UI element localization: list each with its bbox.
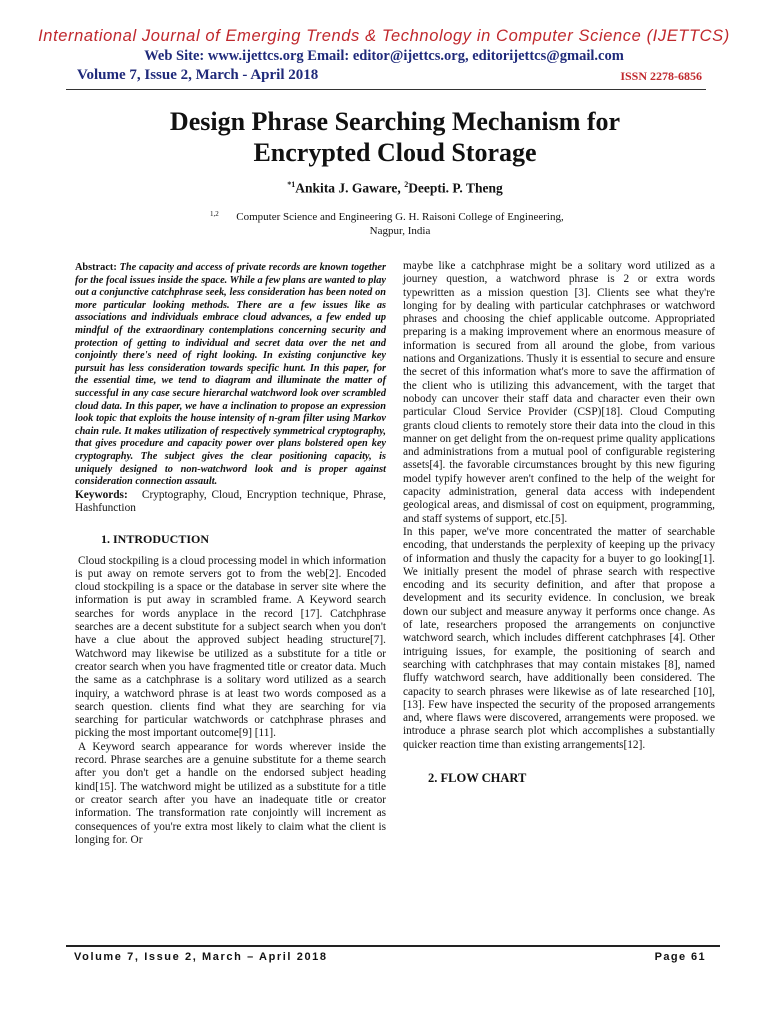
footer-rule bbox=[66, 945, 720, 947]
journal-name: International Journal of Emerging Trends & Technology in Computer Science (IJETTCS) bbox=[38, 27, 730, 45]
body-paragraph-1: maybe like a catchphrase might be a solitary word utilized as a journey question, a watchword phrase is 2 or extra words typewritten as a mission question [3]. Clients see what they're longing for by dealing with particular catchphrases or watchword phrases and choosing the chief applicable outcome. Appropriated preparing is a making improvement where an enormous measure of information is secured from all around the globe, from various nations and Organizations. Thusly it is essential to secure and ensure the secret of this information what's more to save the affirmation of the client who is utilizing this advancement, with the target that nobody can uncover their staff data and character even their own particular Cloud Service Provider (CSP)[18]. Cloud Computing grants cloud clients to remotely store their data into the cloud in this manner on get delight from the on-request prime quality applications and administrations from a mutual pool of configurable registering assets[4]. the favorable circumstances brought by this new figuring model typify however aren't confined to the help of the weight for capacity administration, general data access with independent geological areas, and dismissal of cost on equipment, programming, and staff systems of support, etc.[5]. bbox=[403, 260, 715, 525]
intro-paragraph-2: A Keyword search appearance for words wherever inside the record. Phrase searches are a genuine substitute for a theme search after you don't get a handle on the endorsed subject heading kind[15]. The watchword might be utilized as a substitute for a title or creator search after you have an inadequate title or creator information. The transformation rate conjointly will increment as consequences of you're extra most likely to claim what the client is longing for. Or bbox=[75, 740, 386, 846]
section-heading-flow-chart: 2. FLOW CHART bbox=[428, 770, 527, 785]
affiliation bbox=[200, 211, 600, 238]
title-line-2: Encrypted Cloud Storage bbox=[253, 138, 537, 167]
paper-title bbox=[0, 106, 768, 168]
abstract-label: Abstract: bbox=[75, 262, 117, 273]
journal-website: Web Site: www.ijettcs.org Email: editor@ijettcs.org, editorijettcs@gmail.com bbox=[144, 48, 624, 64]
title-line-1: Design Phrase Searching Mechanism for bbox=[169, 107, 621, 136]
section-heading-introduction: 1. INTRODUCTION bbox=[101, 532, 210, 547]
issn: ISSN 2278-6856 bbox=[620, 69, 702, 83]
keywords bbox=[75, 488, 389, 516]
author-2-marker: 2 bbox=[404, 180, 409, 189]
author-1-marker: *1 bbox=[287, 180, 296, 189]
affiliation-line-2: Nagpur, India bbox=[369, 224, 431, 237]
authors bbox=[0, 180, 768, 197]
left-column bbox=[75, 262, 389, 847]
volume-info: Volume 7, Issue 2, March - April 2018 bbox=[77, 67, 319, 83]
intro-paragraph-1: Cloud stockpiling is a cloud processing model in which information is put away on remote servers got to from the web[2]. Encoded cloud stockpiling is a space or the database in server site where the information is put away in scrambled frame. A Keyword search searches for words anyplace in the record [17]. Catchphrase searches are a decent substitute for a subject search when you don't have a clue about the approved subject heading structure[7]. Watchword may likewise be utilized as a substitute for a title or creator search when you have fragmented title or creator data. Much the same as a catchphrase is a solitary word utilized as a search inquiry, a watchword phrase is at least two words composed as a search question. clients find what they are searching for via searching for particular watchwords or catchphrase phrases and picking the most important outcome[9] [11]. bbox=[75, 554, 386, 740]
header-rule bbox=[66, 89, 706, 90]
footer-volume: Volume 7, Issue 2, March – April 2018 bbox=[74, 951, 328, 963]
abstract bbox=[75, 262, 386, 489]
author-2: Deepti. P. Theng bbox=[408, 180, 503, 196]
keywords-label: Keywords: bbox=[75, 488, 128, 501]
right-column bbox=[403, 260, 715, 785]
author-1: Ankita J. Gaware, bbox=[295, 180, 405, 196]
body-paragraph-2: In this paper, we've more concentrated the matter of searchable encoding, that understands the perplexity of keeping up the privacy of information and thusly the capacity for a buyer to go looking[1]. We initially present the model of phrase search with respective encoding and its security definition, and after that propose a development and its security evidence. In conclusion, we break down our subject and measure anyway it performs once change. As of late, researchers proposed the arrangements on conjunctive watchword search, which includes different catchphrases [4]. Other intriguing issues, for example, the positioning of search and searching with catchphrases that may contain mistakes [8], named fluffy watchword search, have additionally been considered. The capacity to search phrases were likewise as of late researched [10], [13]. Few have inspected the security of the proposed arrangements and, where flaws were discovered, arrangements were proposed. we introduce a phrase search plot which accomplishes a substantially quicker reaction time than existing arrangements[12]. bbox=[403, 525, 715, 751]
keywords-text: Cryptography, Cloud, Encryption technique, Phrase, Hashfunction bbox=[75, 488, 389, 514]
affiliation-line-1: Computer Science and Engineering G. H. Raisoni College of Engineering, bbox=[236, 211, 564, 223]
abstract-text: The capacity and access of private records are known together for the focal issues inside the space. While a few plans are wanted to play out a conjunctive catchphrase seek, less consideration has been noted on more particular looking methods. There are a few issues like as associations and individuals embrace cloud advances, a few ended up mindful of the extraordinary contemplations concerning security and protection of getting to individual and secret data over the net and conjointly there's need of right looking. In existing conjunctive key pursuit has less consideration towards specific hunt. In this paper, for the essential time, we tend to diagram and illuminate the matter of successful in any case secure hierarchal watchword look over scrambled cloud data. In this paper, we have a inclination to propose an expression look topic that exploits the house intensity of n-gram filter using Markov chain rule. It makes utilization of respectively symmetrical cryptography, that gives procedure and capacity power over plans bolstered open key cryptography. The subject gives the clear positioning capacity, is uniquely designed to non-watchword look and is proper against consideration connection assault. bbox=[75, 262, 387, 488]
affiliation-marker: 1,2 bbox=[210, 210, 219, 218]
page-number: Page 61 bbox=[654, 951, 706, 963]
